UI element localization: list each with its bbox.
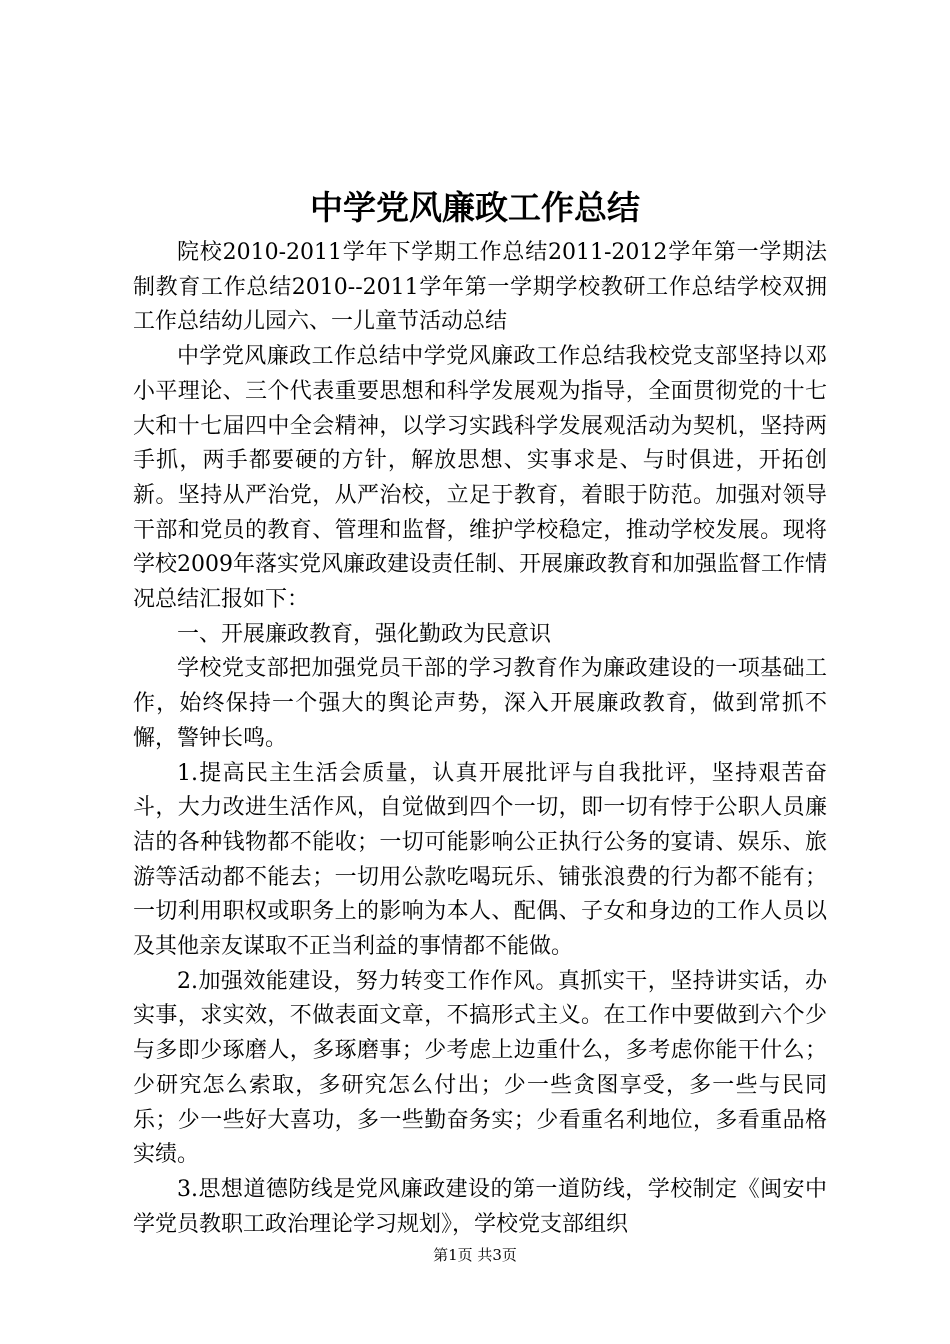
- paragraph-item-3: 3.思想道德防线是党风廉政建设的第一道防线，学校制定《闽安中学党员教职工政治理论学习规划》，学校党支部组织: [133, 1176, 827, 1237]
- paragraph-intro: 中学党风廉政工作总结中学党风廉政工作总结我校党支部坚持以邓小平理论、三个代表重要思想和科学发展观为指导，全面贯彻党的十七大和十七届四中全会精神，以学习实践科学发展观活动为契机，坚持两手抓，两手都要硬的方针，解放思想、实事求是、与时俱进，开拓创新。坚持从严治党，从严治校，立足于教育，着眼于防范。加强对领导干部和党员的教育、管理和监督，维护学校稳定，推动学校发展。现将学校2009年落实党风廉政建设责任制、开展廉政教育和加强监督工作情况总结汇报如下：: [133, 344, 827, 613]
- paragraph-item-2: 2.加强效能建设，努力转变工作作风。真抓实干，坚持讲实话，办实事，求实效，不做表面文章，不搞形式主义。在工作中要做到六个少与多即少琢磨人，多琢磨事；少考虑上边重什么，多考虑你能干什么；少研究怎么索取，多研究怎么付出；少一些贪图享受，多一些与民同乐；少一些好大喜功，多一些勤奋务实；少看重名利地位，多看重品格实绩。: [133, 968, 827, 1168]
- document-title: 中学党风廉政工作总结: [310, 188, 640, 227]
- paragraph-related-links: 院校2010-2011学年下学期工作总结2011-2012学年第一学期法制教育工作总结2010--2011学年第一学期学校教研工作总结学校双拥工作总结幼儿园六、一儿童节活动总结: [133, 240, 827, 335]
- paragraph-item-1: 1.提高民主生活会质量，认真开展批评与自我批评，坚持艰苦奋斗，大力改进生活作风，自觉做到四个一切，即一切有悖于公职人员廉洁的各种钱物都不能收；一切可能影响公正执行公务的宴请、娱乐、旅游等活动都不能去；一切用公款吃喝玩乐、铺张浪费的行为都不能有；一切利用职权或职务上的影响为本人、配偶、子女和身边的工作人员以及其他亲友谋取不正当利益的事情都不能做。: [133, 760, 827, 960]
- section-heading-1: 一、开展廉政教育，强化勤政为民意识: [177, 621, 552, 647]
- paragraph-section-1: 学校党支部把加强党员干部的学习教育作为廉政建设的一项基础工作，始终保持一个强大的舆论声势，深入开展廉政教育，做到常抓不懈，警钟长鸣。: [133, 656, 827, 751]
- document-body: [133, 236, 827, 1242]
- page-number-footer: 第1页 共3页: [433, 1246, 517, 1264]
